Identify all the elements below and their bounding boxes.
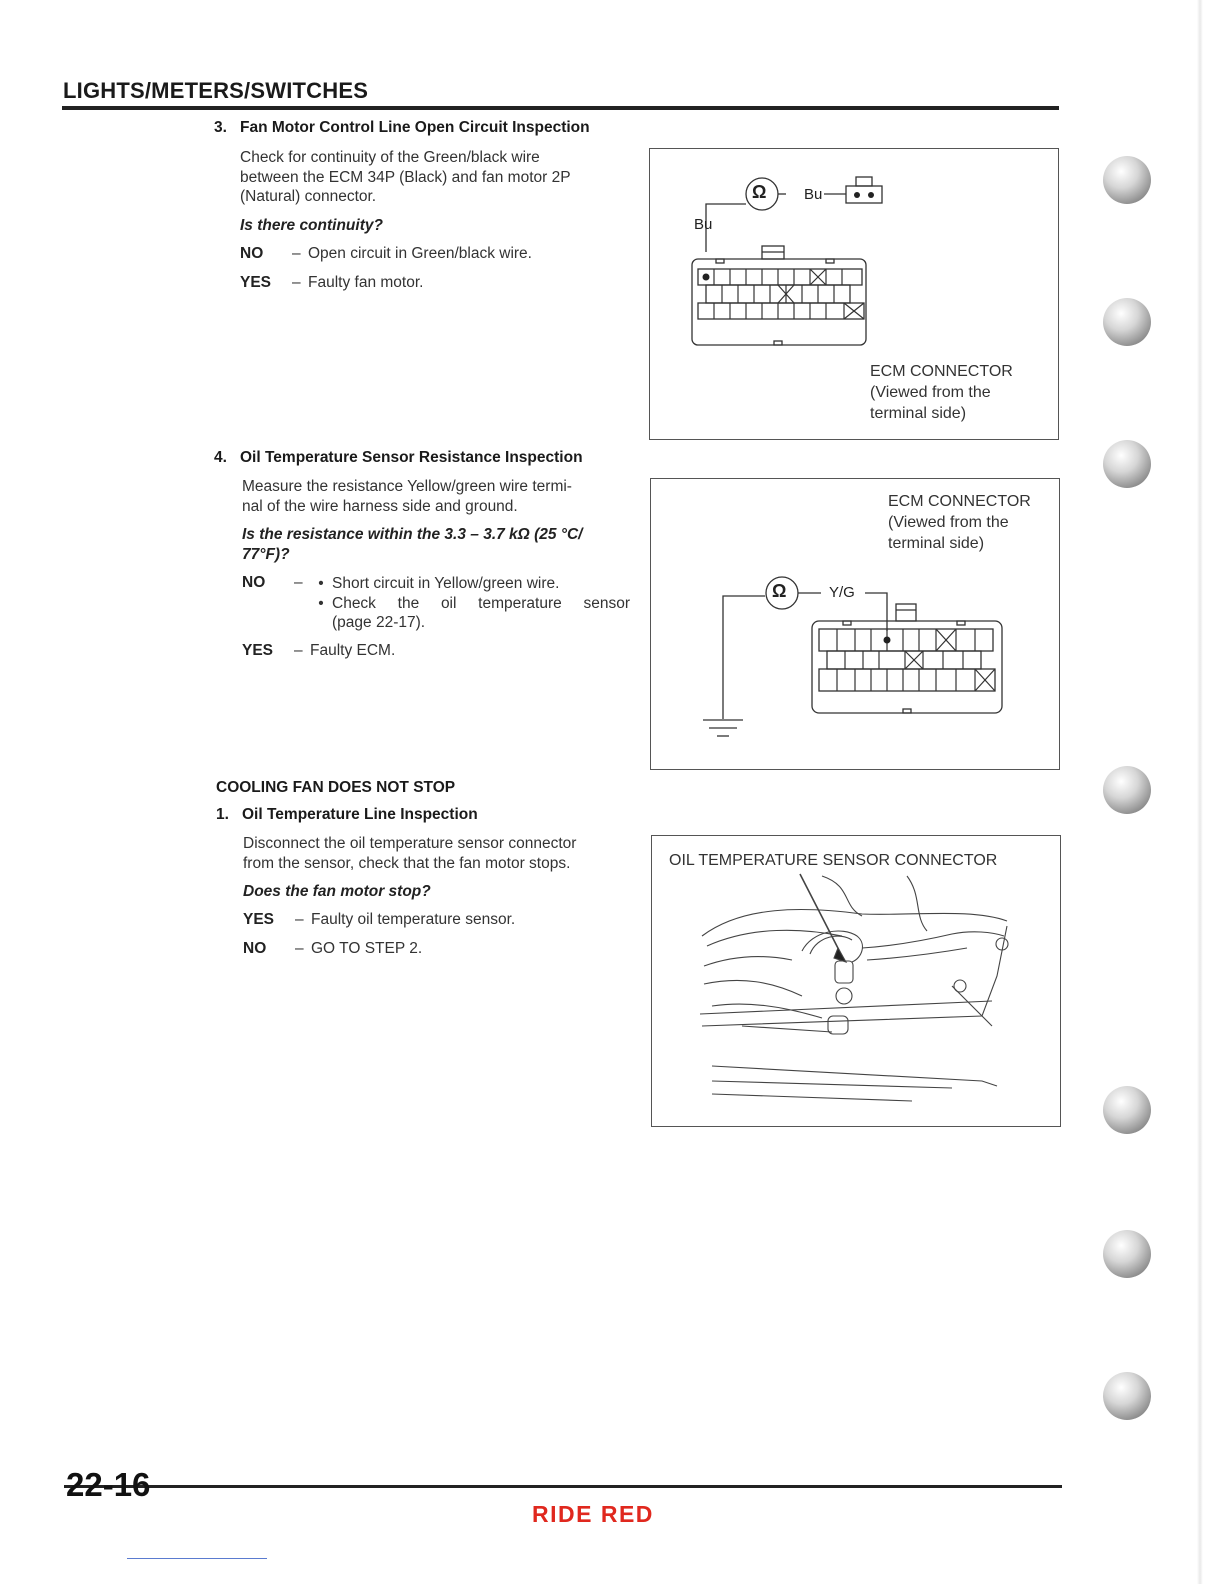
question-line: 77°F)? (242, 546, 290, 563)
section-step-1-heading (216, 806, 478, 824)
wire-color-label: Bu (694, 216, 713, 233)
question-line: Is the resistance within the 3.3 – 3.7 kΩ (25 °C/ (242, 526, 583, 543)
ohmmeter-symbol: Ω (752, 182, 767, 202)
step-4-answer-no: NO – • Short circuit in Yellow/green wire. • Check the oil temperature sensor (page 22-17). (242, 574, 630, 631)
step-title: Oil Temperature Line Inspection (242, 806, 478, 823)
section-step-1-body (243, 834, 639, 873)
caption-line: (Viewed from the (870, 384, 991, 401)
step-3-answer-no: NO – Open circuit in Green/black wire. (240, 245, 532, 262)
step-3-answer-yes: YES – Faulty fan motor. (240, 274, 424, 291)
section-heading: COOLING FAN DOES NOT STOP (216, 779, 456, 796)
caption-line: ECM CONNECTOR (870, 363, 1013, 380)
answer-text: Faulty ECM. (310, 642, 396, 659)
step-3-body-line: between the ECM 34P (Black) and fan motor 2P (240, 168, 571, 186)
step-3-heading (214, 119, 590, 137)
step-3-body (240, 148, 636, 207)
page-edge (1197, 0, 1203, 1584)
answer-bullets (310, 574, 630, 633)
section-tab-marker (1103, 1230, 1151, 1278)
caption-line: (Viewed from the (888, 514, 1009, 531)
step-4-body-line: nal of the wire harness side and ground. (242, 497, 518, 515)
section-tab-marker (1103, 766, 1151, 814)
wire-color-label: Bu (804, 186, 823, 203)
page-number: 22-16 (66, 1466, 151, 1503)
step-3-question: Is there continuity? (240, 217, 383, 234)
step-3-body-line: Check for continuity of the Green/black wire (240, 149, 540, 166)
step-4-body (242, 477, 638, 516)
answer-key: NO (242, 574, 266, 591)
answer-key: YES (243, 911, 275, 928)
footer-underline (127, 1558, 267, 1559)
ohmmeter-symbol: Ω (772, 581, 787, 601)
caption-line: ECM CONNECTOR (888, 493, 1031, 510)
ecm-connector-diagram-2 (650, 478, 1060, 770)
section-tab-marker (1103, 156, 1151, 204)
step-3-number: 3. (214, 119, 227, 136)
section-answer-yes: YES – Faulty oil temperature sensor. (243, 911, 516, 928)
section-step-1-question: Does the fan motor stop? (243, 883, 431, 900)
engine-line-drawing (652, 836, 1060, 1126)
diagram-3-caption: OIL TEMPERATURE SENSOR CONNECTOR (669, 852, 998, 869)
bullet-item: • Check the oil temperature sensor (318, 594, 630, 612)
answer-text: Faulty oil temperature sensor. (311, 911, 516, 928)
header-rule (62, 106, 1059, 110)
answer-text: Faulty fan motor. (308, 274, 424, 291)
step-number: 1. (216, 806, 229, 823)
step-4-body-line: Measure the resistance Yellow/green wire termi- (242, 478, 572, 495)
answer-key: NO (243, 940, 267, 957)
section-tab-marker (1103, 1372, 1151, 1420)
brand-logo-text: RIDE RED (532, 1501, 654, 1527)
page-section-title: LIGHTS/METERS/SWITCHES (63, 78, 369, 103)
caption-line: terminal side) (888, 535, 985, 552)
answer-key: NO (240, 245, 264, 262)
caption-line: terminal side) (870, 405, 967, 422)
diagram-2-caption (888, 491, 1031, 554)
step-4-heading (214, 449, 583, 467)
section-answer-no: NO – GO TO STEP 2. (243, 940, 423, 957)
wire-color-label: Y/G (829, 584, 855, 601)
answer-text: Open circuit in Green/black wire. (308, 245, 532, 262)
body-line: Disconnect the oil temperature sensor connector (243, 835, 577, 852)
step-3-body-line: (Natural) connector. (240, 188, 377, 205)
footer-rule (64, 1485, 1062, 1488)
bullet-item: • Short circuit in Yellow/green wire. (318, 575, 560, 592)
oil-temp-sensor-illustration (651, 835, 1061, 1127)
bullet-item-continued: (page 22-17). (332, 614, 426, 631)
section-tab-marker (1103, 298, 1151, 346)
ecm-connector-diagram-1 (649, 148, 1059, 440)
answer-key: YES (242, 642, 274, 659)
answer-text: GO TO STEP 2. (311, 940, 423, 957)
section-tab-marker (1103, 1086, 1151, 1134)
diagram-1-caption (870, 361, 1013, 424)
step-4-answer-yes: YES – Faulty ECM. (242, 642, 396, 659)
step-4-number: 4. (214, 449, 227, 466)
section-tab-marker (1103, 440, 1151, 488)
step-4-title: Oil Temperature Sensor Resistance Inspection (240, 449, 583, 466)
body-line: from the sensor, check that the fan motor stops. (243, 854, 571, 872)
answer-key: YES (240, 274, 272, 291)
step-3-title: Fan Motor Control Line Open Circuit Inspection (240, 119, 590, 136)
step-4-question (242, 525, 638, 565)
